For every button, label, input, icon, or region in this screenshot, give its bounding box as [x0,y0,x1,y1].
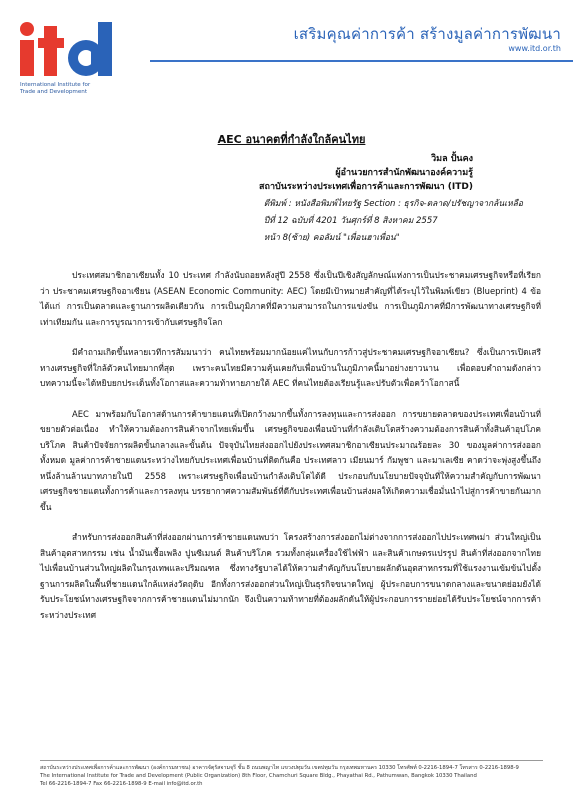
footer-line: Tel 66-2216-1894-7 Fax 66-2216-1898-9 E-mail info@itd.or.th [40,781,203,787]
footer-line: The International Institute for Trade and Development (Public Organization) 8th Floor, Chamchuri Square Bldg., Phayathai Rd., Pathumwan, Bangkok 10330 Thailand [40,773,477,779]
source-line: ตีพิมพ์ : หนังสือพิมพ์ไทยรัฐ Section : ธุรกิจ-ตลาด/ปรัชญาจากล้นเหลือ [263,199,523,209]
author-block [259,152,473,194]
source-line: หน้า 8(ซ้าย) คอลัมน์ "เพื่อนฮาเพื่อน" [263,233,400,243]
paragraph: ประเทศสมาชิกอาเซียนทั้ง 10 ประเทศ กำลังนับถอยหลังสู่ปี 2558 ซึ่งเป็นปีเชิงสัญลักษณ์แห่งการเป็นประชาคมเศรษฐกิจหรือที่เรียกว่า ประชาคมเศรษฐกิจอาเซียน (ASEAN Economic Community: AEC) โดยมีเป้าหมายสำคัญที่ได้ระบุไว้ในพิมพ์เขียว (Blueprint) 4 ข้อ ได้แก่ การเป็นตลาดและฐานการผลิตเดียวกัน การเป็นภูมิภาคที่มีความสามารถในการแข่งขัน การเป็นภูมิภาคที่มีการพัฒนาทางเศรษฐกิจที่เท่าเทียมกัน และการบูรณาการเข้ากับเศรษฐกิจโลก [40,270,541,327]
footer-divider [40,760,543,761]
author-organization: สถาบันระหว่างประเทศเพื่อการค้าและการพัฒนา (ITD) [259,182,473,192]
logo-subtitle-line: Trade and Development [20,89,88,95]
logo-subtitle [20,82,130,96]
author-name: วิมล ปั้นคง [431,154,473,164]
paragraph: สำหรับการส่งออกสินค้าที่ส่งออกผ่านการค้าชายแดนพบว่า โครงสร้างการส่งออกไม่ต่างจากการส่งออกไปประเทศพม่า ส่วนใหญ่เป็นสินค้าอุตสาหกรรม เช่น น้ำมันเชื้อเพลิง ปูนซีเมนต์ สินค้าบริโภค รวมทั้งกลุ่มเครื่องใช้ไฟฟ้า และสินค้าเกษตรแปรรูป สินค้าที่ส่งออกจากไทยไปเพื่อนบ้านส่วนใหญ่ผลิตในกรุงเทพและปริมณฑล ซึ่งทางรัฐบาลได้ให้ความสำคัญกับนโยบายผลักดันอุตสาหกรรมที่ใช้แรงงานเข้มข้นไปตั้งฐานการผลิตในพื้นที่ชายแดนใกล้แหล่งวัตถุดิบ อีกทั้งการส่งออกส่วนใหญ่เป็นธุรกิจขนาดใหญ่ ผู้ประกอบการขนาดกลางและขนาดย่อมยังได้รับประโยชน์ทางเศรษฐกิจจากการค้าชายแดนไม่มากนัก จึงเป็นความท้าทายที่ต้องผลักดันให้ผู้ประกอบการรายย่อยได้รับประโยชน์จากการค้าระหว่างประเทศ [40,532,541,620]
paragraph: AEC มาพร้อมกับโอกาสด้านการค้าขายแดนที่เปิดกว้างมากขึ้นทั้งการลงทุนและการส่งออก การขยายตลาดของประเทศเพื่อนบ้านที่ขยายตัวต่อเนื่อง ทำให้ความต้องการสินค้าจากไทยเพิ่มขึ้น เศรษฐกิจของเพื่อนบ้านที่กำลังเติบโตสร้างความต้องการสินค้าทั้งสินค้าอุปโภคบริโภค สินค้าปัจจัยการผลิตขั้นกลางและขั้นต้น ปัจจุบันไทยส่งออกไปยังประเทศสมาชิกอาเซียนประมาณร้อยละ 30 ของมูลค่าการส่งออกทั้งหมด มูลค่าการค้าชายแดนระหว่างไทยกับประเทศเพื่อนบ้านที่ติดกันคือ ประเทศลาว เมียนมาร์ กัมพูชา และมาเลเซีย คาดว่าจะพุ่งสูงขึ้นถึงหนึ่งล้านล้านบาทภายในปี 2558 เพราะเศรษฐกิจเพื่อนบ้านกำลังเติบโตได้ดี ประกอบกับนโยบายปัจจุบันที่ให้ความสำคัญกับการพัฒนาเศรษฐกิจชายแดนทั้งการค้าและการลงทุน บรรยากาศความสัมพันธ์ที่ดีกับประเทศเพื่อนบ้านส่งผลให้เกิดความเชื่อมั่นนำไปสู่การค้าขายกันมากขึ้น [40,408,541,512]
author-position: ผู้อำนวยการสำนักพัฒนาองค์ความรู้ [335,168,473,178]
footer [40,764,543,788]
footer-line: สถาบันระหว่างประเทศเพื่อการค้าและการพัฒนา (องค์การมหาชน) อาคารจัตุรัสจามจุรี ชั้น 8 ถนนพญาไท แขวงปทุมวัน เขตปทุมวัน กรุงเทพมหานคร 10330 โทรศัพท์ 0-2216-1894-7 โทรสาร 0-2216-1898-9 [40,765,519,771]
source-line: ปีที่ 12 ฉบับที่ 4201 วันศุกร์ที่ 8 สิงหาคม 2557 [263,216,438,226]
paragraph: มีคำถามเกิดขึ้นหลายเวทีการสัมมนาว่า คนไทยพร้อมมากน้อยแค่ไหนกับการก้าวสู่ประชาคมเศรษฐกิจอาเซียน? ซึ่งเป็นการเปิดเสรีทางเศรษฐกิจที่ใกล้ตัวคนไทยมากที่สุด เพราะคนไทยมีความคุ้นเคยกับเพื่อนบ้านในภูมิภาคนี้มาอย่างยาวนาน เพื่อตอบคำถามดังกล่าว บทความนี้จะได้หยิบยกประเด็นทั้งโอกาสและความท้าทายภายใต้ AEC ที่คนไทยต้องเรียนรู้และปรับตัวเพื่อคว้าโอกาสนี้ [40,347,541,388]
logo-subtitle-line: International Institute for [20,82,91,88]
header-website[interactable]: www.itd.or.th [508,44,561,53]
article-body [40,268,541,638]
itd-logo [18,20,126,78]
header-divider [150,60,573,62]
document-title: AEC อนาคตที่กำลังใกล้คนไทย [217,133,366,146]
publication-source [264,196,523,247]
header-tagline: เสริมคุณค่าการค้า สร้างมูลค่าการพัฒนา [293,25,561,43]
